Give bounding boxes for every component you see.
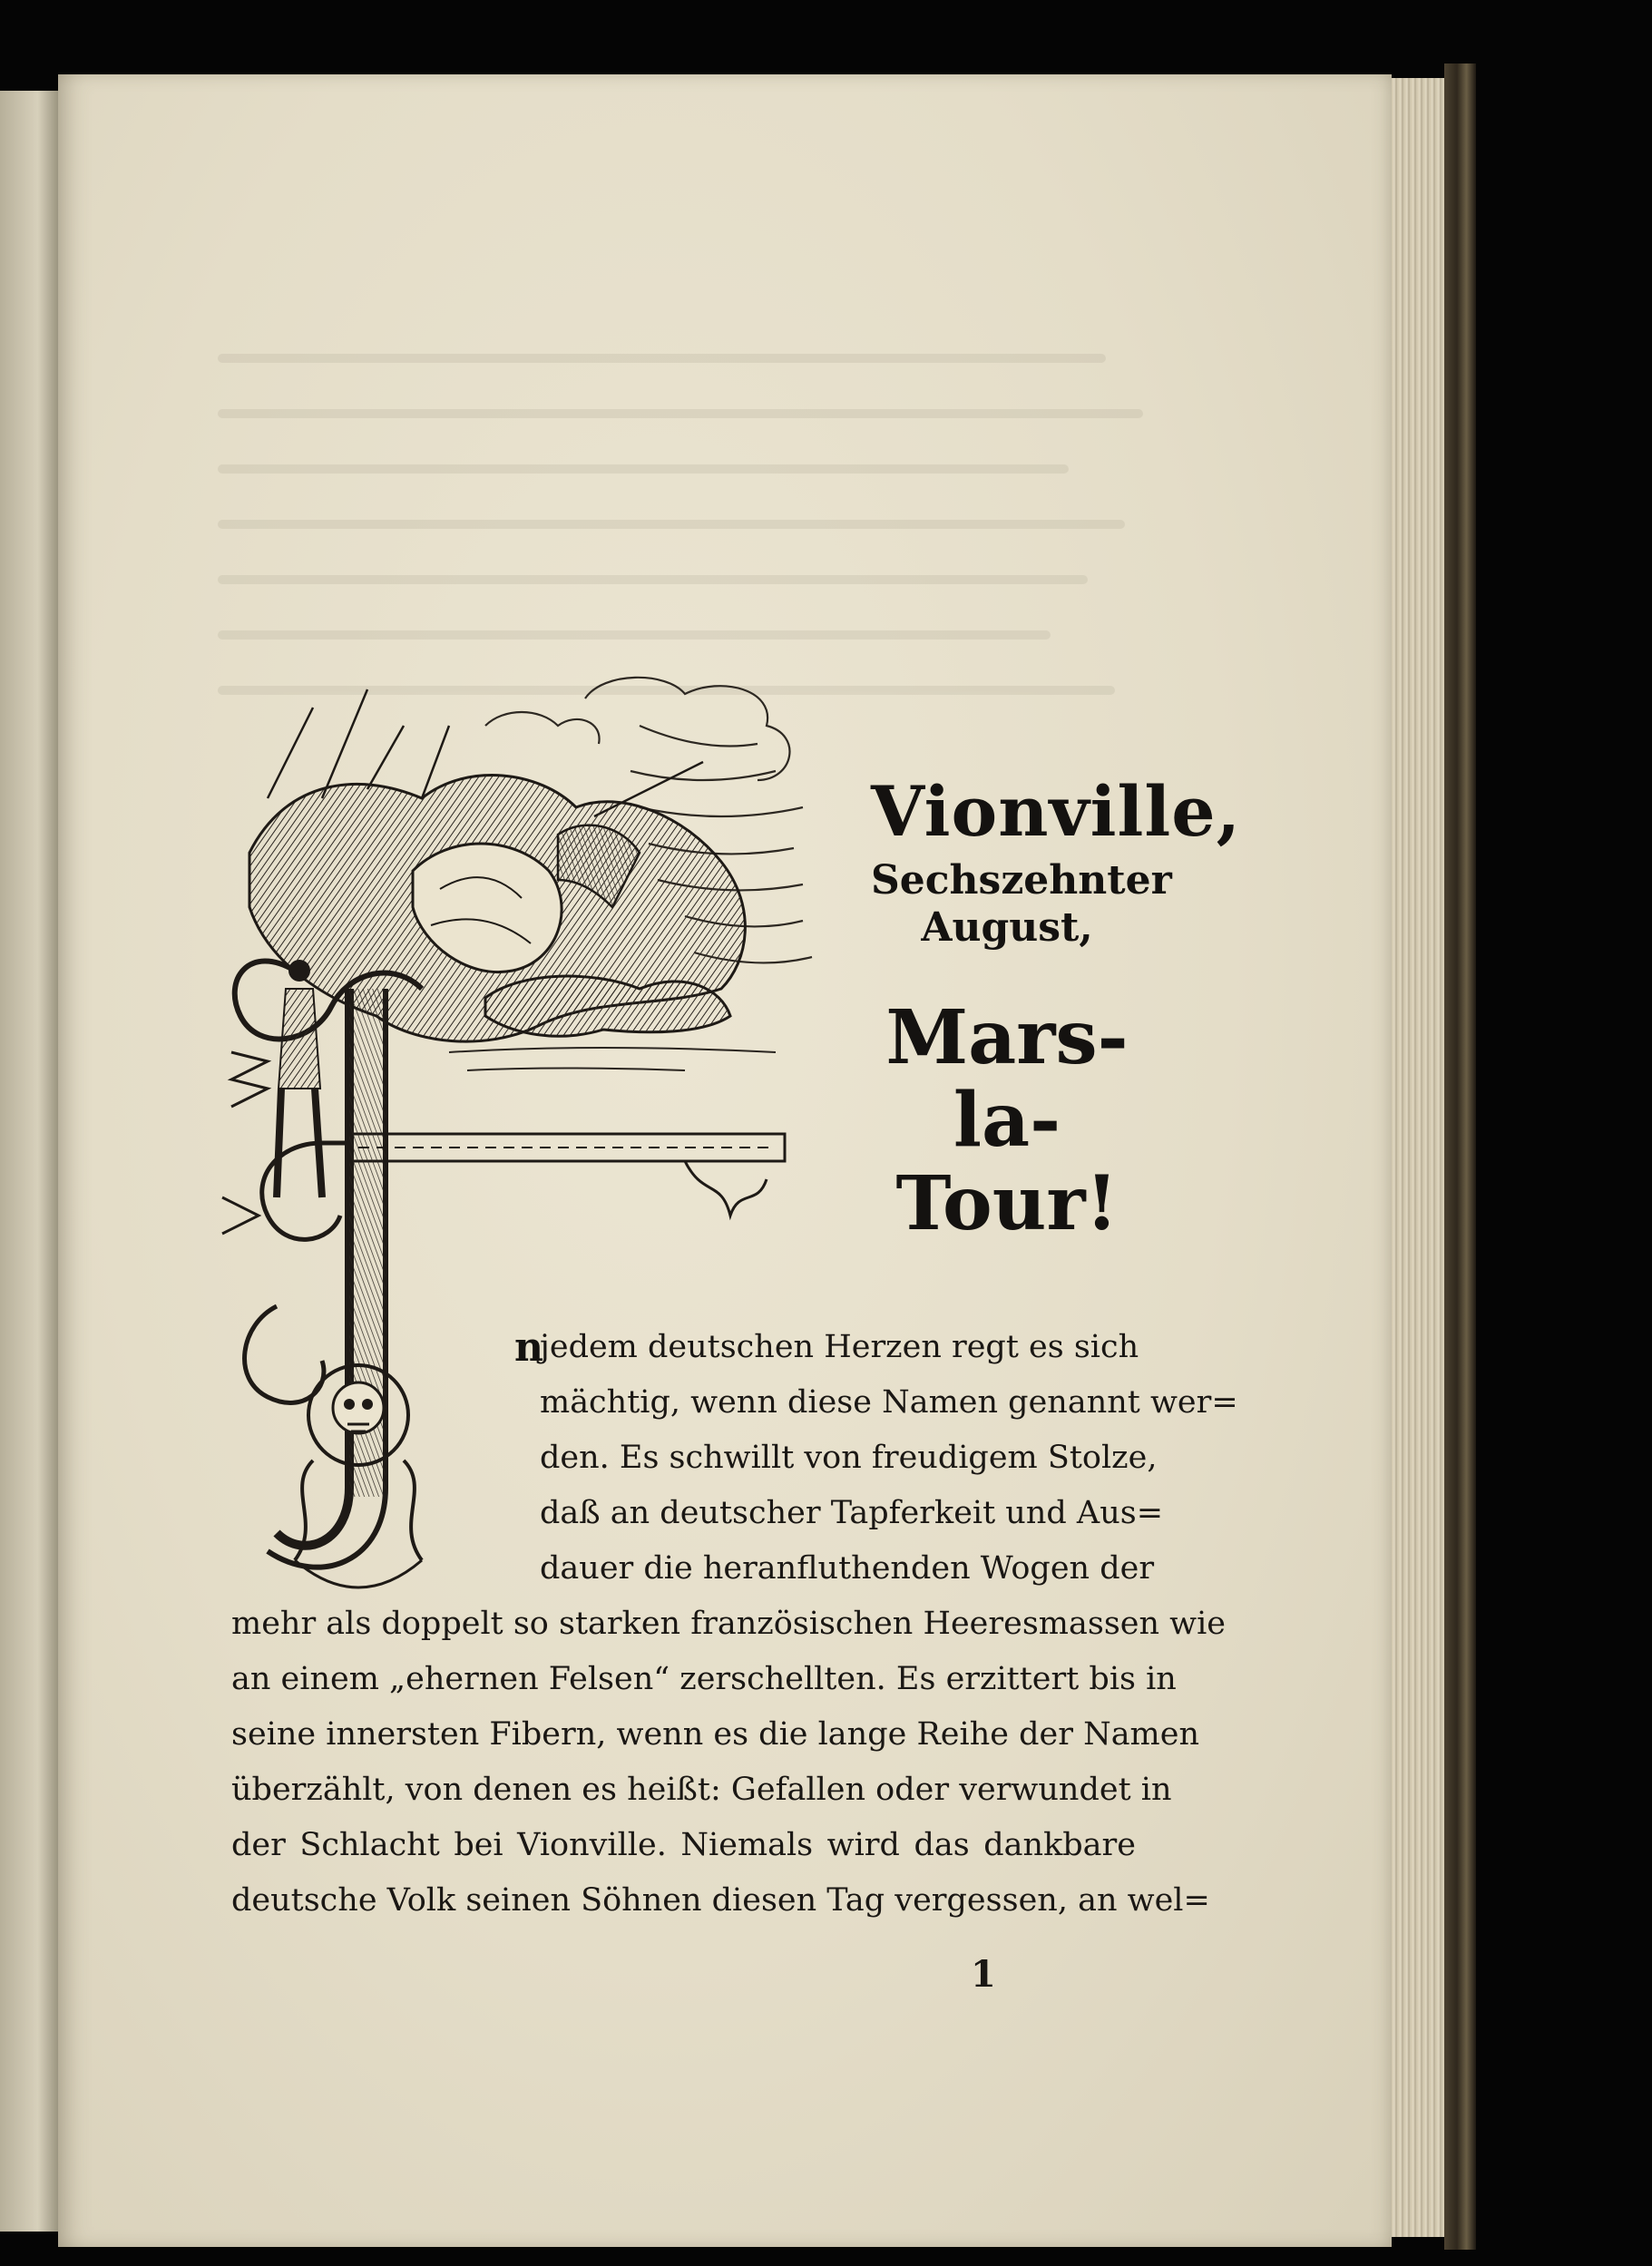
chapter-title [871, 771, 1242, 1248]
left-page-edge [0, 91, 58, 2232]
body-line: an einem „ehernen Felsen“ zerschellten. Es erzittert bis in [231, 1661, 1177, 1697]
book-cover-edge [1444, 63, 1476, 2250]
title-line-1: Vionville, [871, 771, 1242, 852]
title-line-2: Sechszehnter [871, 856, 1172, 903]
body-line: den. Es schwillt von freudigem Stolze, [540, 1440, 1158, 1476]
body-line: überzählt, von denen es heißt: Gefallen oder verwundet in [231, 1772, 1172, 1808]
title-line-4: Mars- [885, 993, 1129, 1081]
body-line: daß an deutscher Tapferkeit und Aus= [540, 1495, 1164, 1531]
page-number: 1 [971, 1953, 996, 1996]
body-line: jedem deutschen Herzen regt es sich [540, 1329, 1139, 1365]
page-block-edges [1392, 78, 1444, 2237]
initial-suffix: n [514, 1324, 543, 1371]
body-line: der Schlacht bei Vionville. Niemals wird das dankbare [231, 1827, 1136, 1863]
decorated-initial-icon [222, 960, 422, 1568]
title-line-5: la-Tour! [895, 1077, 1119, 1248]
title-line-3: August, [921, 903, 1093, 951]
body-line: seine innersten Fibern, wenn es die lange Reihe der Namen [231, 1716, 1200, 1753]
body-line: deutsche Volk seinen Söhnen diesen Tag vergessen, an wel= [231, 1882, 1210, 1919]
body-line: dauer die heranfluthenden Wogen der [540, 1550, 1155, 1587]
battle-illustration-icon [213, 671, 866, 1624]
body-line: mächtig, wenn diese Namen genannt wer= [540, 1384, 1238, 1421]
body-line: mehr als doppelt so starken französischen Heeresmassen wie [231, 1606, 1227, 1642]
